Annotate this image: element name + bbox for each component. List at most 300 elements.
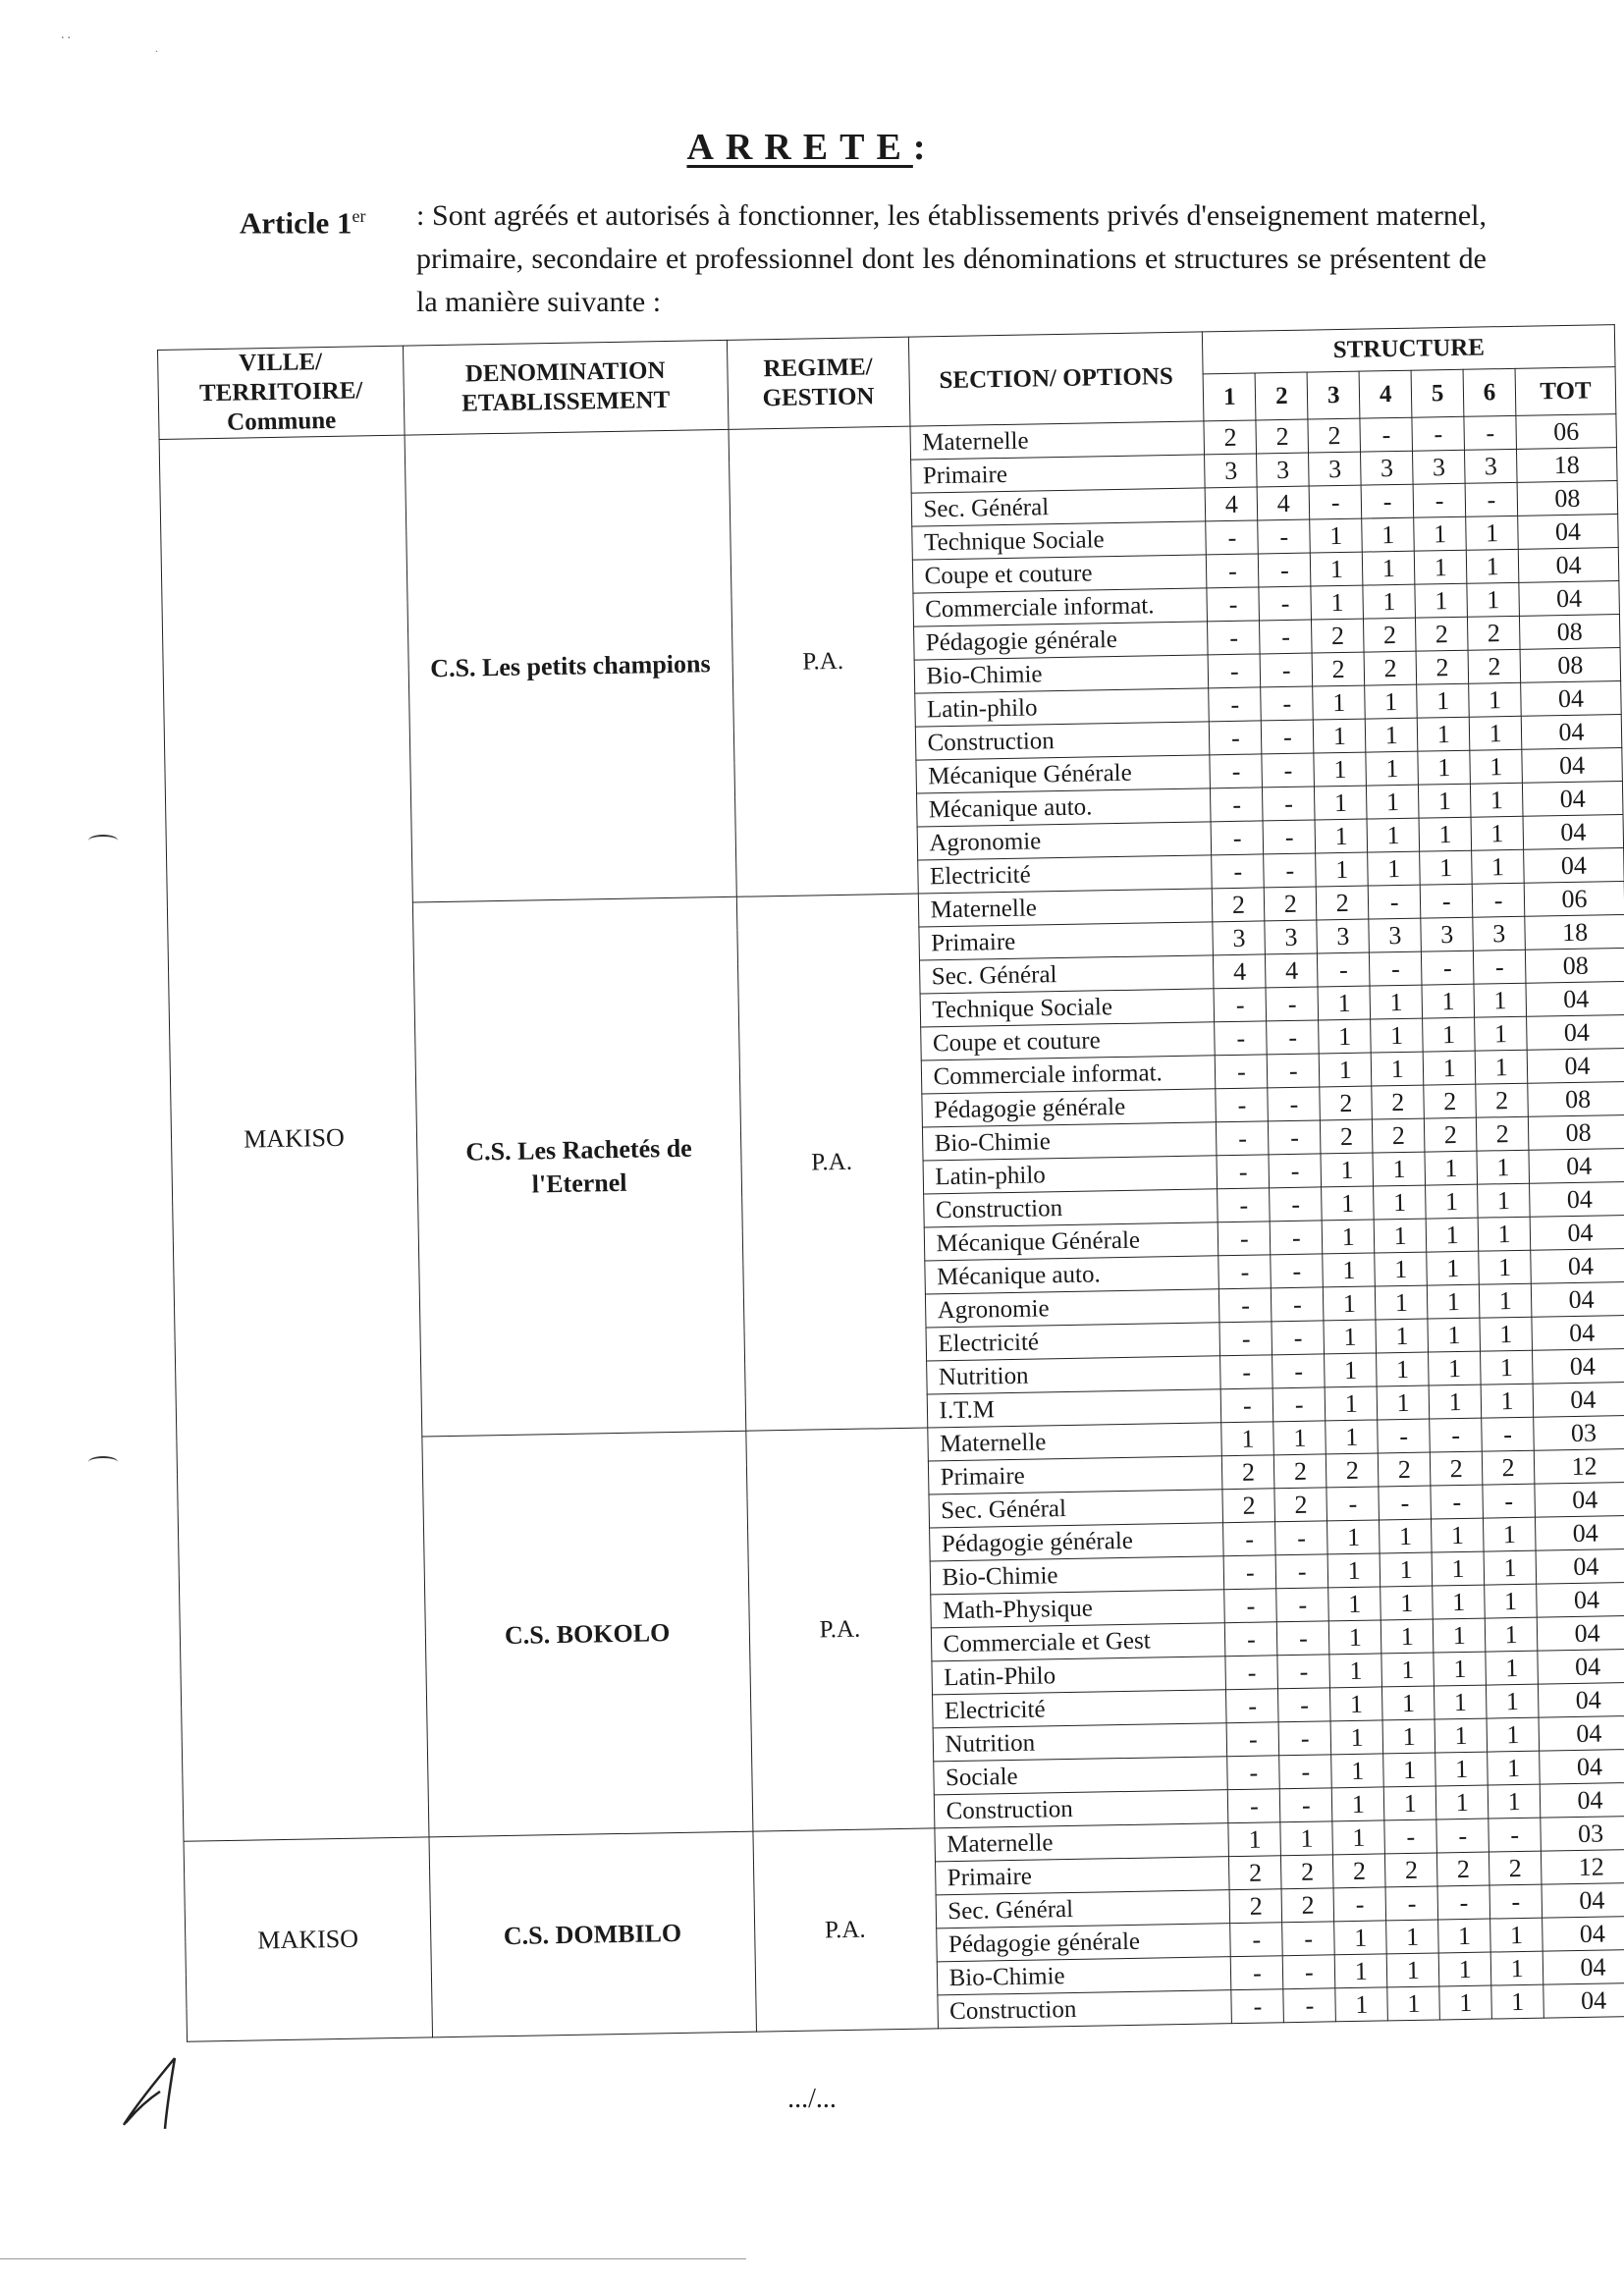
structure-cell: 1 xyxy=(1386,1920,1439,1954)
total-cell: 04 xyxy=(1537,1582,1624,1617)
structure-cell: 1 xyxy=(1478,1183,1531,1218)
structure-cell: - xyxy=(1472,883,1525,917)
structure-cell: 1 xyxy=(1426,1184,1479,1219)
structure-cell: 1 xyxy=(1383,1786,1436,1820)
structure-cell: 2 xyxy=(1416,650,1469,684)
option-cell: Maternelle xyxy=(927,1423,1221,1461)
structure-cell: 1 xyxy=(1321,1153,1374,1187)
structure-cell: 1 xyxy=(1318,986,1371,1020)
structure-cell: 1 xyxy=(1475,1016,1528,1051)
header-col-3: 3 xyxy=(1307,371,1360,419)
total-cell: 04 xyxy=(1543,1916,1624,1951)
structure-cell: - xyxy=(1207,587,1260,622)
header-structure: STRUCTURE xyxy=(1203,325,1615,374)
structure-cell: 1 xyxy=(1375,1252,1428,1286)
structure-cell: 2 xyxy=(1476,1116,1529,1151)
total-cell: 04 xyxy=(1523,815,1624,850)
structure-cell: - xyxy=(1230,1923,1283,1957)
structure-cell: 1 xyxy=(1466,516,1519,550)
structure-cell: - xyxy=(1275,1554,1328,1589)
structure-cell: 1 xyxy=(1315,819,1368,853)
structure-cell: 1 xyxy=(1314,719,1367,753)
option-cell: Pédagogie générale xyxy=(929,1523,1223,1561)
structure-cell: 1 xyxy=(1366,751,1419,786)
structure-cell: 1 xyxy=(1487,1717,1540,1752)
structure-cell: 2 xyxy=(1372,1085,1425,1119)
school-name-cell: C.S. Les petits champions xyxy=(405,429,736,902)
structure-cell: 1 xyxy=(1380,1586,1434,1620)
structure-cell: 1 xyxy=(1439,1985,1492,2020)
scan-edge-line xyxy=(0,2258,746,2259)
structure-cell: 2 xyxy=(1425,1117,1478,1152)
option-cell: Electricité xyxy=(932,1690,1226,1728)
option-cell: Mécanique auto. xyxy=(924,1256,1218,1294)
structure-cell: - xyxy=(1219,1322,1272,1356)
total-cell: 04 xyxy=(1543,1949,1624,1984)
total-cell: 12 xyxy=(1541,1849,1624,1884)
structure-cell: 1 xyxy=(1332,1787,1385,1821)
structure-cell: 1 xyxy=(1311,585,1364,620)
structure-cell: 1 xyxy=(1435,1752,1489,1786)
total-cell: 04 xyxy=(1543,1982,1624,2018)
option-cell: Sec. Général xyxy=(911,488,1206,526)
structure-cell: - xyxy=(1278,1688,1331,1722)
structure-cell: - xyxy=(1218,1255,1272,1289)
structure-cell: - xyxy=(1260,653,1313,687)
total-cell: 06 xyxy=(1516,414,1617,450)
structure-cell: - xyxy=(1412,416,1465,451)
structure-cell: - xyxy=(1384,1819,1437,1854)
structure-cell: - xyxy=(1216,1055,1269,1089)
total-cell: 03 xyxy=(1534,1415,1624,1450)
structure-cell: - xyxy=(1370,951,1423,986)
structure-cell: - xyxy=(1280,1788,1333,1822)
total-cell: 08 xyxy=(1517,481,1618,516)
structure-cell: 4 xyxy=(1206,487,1259,521)
structure-cell: 1 xyxy=(1487,1684,1540,1718)
article-label-text: Article 1 xyxy=(240,205,352,241)
option-cell: Bio-Chimie xyxy=(922,1122,1217,1161)
structure-cell: 1 xyxy=(1363,551,1416,585)
structure-cell: 1 xyxy=(1490,1918,1543,1952)
structure-cell: 1 xyxy=(1435,1785,1489,1819)
total-cell: 08 xyxy=(1528,1114,1624,1150)
structure-cell: 1 xyxy=(1414,516,1467,551)
structure-cell: 1 xyxy=(1324,1320,1377,1354)
structure-cell: - xyxy=(1258,519,1311,554)
structure-cell: 1 xyxy=(1328,1587,1381,1621)
option-cell: Maternelle xyxy=(909,421,1204,460)
structure-cell: 1 xyxy=(1329,1654,1382,1688)
structure-cell: 2 xyxy=(1222,1455,1275,1490)
structure-cell: - xyxy=(1231,1956,1284,1990)
structure-cell: - xyxy=(1278,1721,1331,1756)
structure-cell: 1 xyxy=(1432,1518,1485,1552)
structure-cell: 1 xyxy=(1363,584,1416,619)
total-cell: 04 xyxy=(1536,1515,1624,1550)
structure-cell: 1 xyxy=(1371,1018,1424,1053)
structure-cell: 1 xyxy=(1386,1953,1439,1987)
total-cell: 04 xyxy=(1530,1215,1624,1250)
option-cell: Pédagogie générale xyxy=(913,622,1208,660)
structure-cell: 1 xyxy=(1477,1150,1530,1184)
structure-cell: - xyxy=(1465,482,1518,516)
structure-cell: 1 xyxy=(1331,1754,1384,1788)
option-cell: Latin-Philo xyxy=(931,1656,1225,1695)
option-cell: Electricité xyxy=(917,855,1212,894)
structure-cell: - xyxy=(1217,1155,1270,1189)
structure-cell: 1 xyxy=(1435,1718,1488,1753)
structure-cell: 1 xyxy=(1327,1553,1380,1588)
structure-cell: 1 xyxy=(1376,1285,1429,1320)
total-cell: 04 xyxy=(1539,1715,1624,1751)
structure-cell: 3 xyxy=(1369,918,1422,952)
structure-cell: 1 xyxy=(1319,1019,1372,1054)
structure-cell: 2 xyxy=(1476,1083,1529,1117)
structure-cell: 1 xyxy=(1420,850,1473,885)
structure-cell: - xyxy=(1210,754,1263,788)
structure-cell: - xyxy=(1261,686,1314,721)
structure-cell: - xyxy=(1226,1689,1279,1723)
structure-cell: 1 xyxy=(1469,682,1522,717)
article-label-sup: er xyxy=(352,206,366,226)
structure-cell: - xyxy=(1360,417,1413,452)
structure-cell: - xyxy=(1223,1522,1276,1556)
structure-cell: 1 xyxy=(1314,752,1367,787)
header-col-6: 6 xyxy=(1463,369,1516,417)
heading-text: ARRETE xyxy=(686,127,913,168)
structure-cell: - xyxy=(1218,1188,1271,1222)
article-label xyxy=(240,194,365,244)
structure-cell: - xyxy=(1436,1819,1489,1853)
structure-cell: - xyxy=(1277,1621,1330,1656)
structure-cell: - xyxy=(1272,1387,1326,1422)
structure-cell: 1 xyxy=(1427,1251,1480,1285)
structure-cell: 3 xyxy=(1213,921,1266,955)
structure-cell: - xyxy=(1207,554,1260,588)
structure-cell: - xyxy=(1206,520,1259,555)
scan-marks: .. xyxy=(61,27,74,42)
structure-cell: 3 xyxy=(1265,920,1318,954)
structure-cell: 2 xyxy=(1204,420,1257,455)
structure-cell: - xyxy=(1266,987,1319,1021)
structure-cell: 1 xyxy=(1485,1584,1538,1618)
structure-cell: 1 xyxy=(1426,1218,1479,1252)
structure-cell: 2 xyxy=(1281,1855,1334,1889)
structure-cell: - xyxy=(1259,586,1312,621)
structure-cell: 1 xyxy=(1485,1617,1538,1652)
total-cell: 18 xyxy=(1517,448,1618,483)
total-cell: 03 xyxy=(1541,1816,1624,1851)
structure-cell: 1 xyxy=(1434,1652,1487,1686)
structure-cell: 1 xyxy=(1470,749,1523,784)
structure-cell: - xyxy=(1379,1486,1432,1520)
structure-cell: 3 xyxy=(1205,454,1258,488)
structure-cell: - xyxy=(1483,1484,1536,1518)
structure-cell: 2 xyxy=(1274,1454,1327,1489)
structure-cell: 1 xyxy=(1474,983,1527,1017)
structure-cell: 1 xyxy=(1478,1217,1531,1251)
structure-cell: 1 xyxy=(1325,1353,1378,1387)
option-cell: Construction xyxy=(937,1990,1231,2029)
option-cell: Commerciale informat. xyxy=(912,588,1207,626)
heading-suffix: : xyxy=(912,127,938,168)
structure-cell: 1 xyxy=(1419,784,1472,818)
option-cell: Construction xyxy=(934,1790,1228,1828)
structure-cell: - xyxy=(1227,1756,1280,1790)
structure-cell: 1 xyxy=(1438,1952,1491,1986)
structure-cell: 1 xyxy=(1383,1753,1436,1787)
structure-cell: - xyxy=(1378,1419,1431,1453)
structure-cell: 1 xyxy=(1488,1784,1541,1819)
structure-cell: - xyxy=(1489,1818,1542,1852)
structure-cell: - xyxy=(1268,1087,1321,1121)
structure-cell: 3 xyxy=(1361,451,1414,485)
structure-cell: - xyxy=(1413,483,1466,517)
structure-cell: 1 xyxy=(1377,1385,1430,1420)
option-cell: Sec. Général xyxy=(919,955,1214,994)
structure-cell: 1 xyxy=(1370,985,1423,1019)
structure-cell: 1 xyxy=(1365,718,1418,752)
structure-cell: 1 xyxy=(1322,1220,1375,1254)
structure-cell: 2 xyxy=(1333,1854,1386,1888)
structure-cell: 1 xyxy=(1381,1653,1435,1687)
regime-cell: P.A. xyxy=(753,1828,938,2032)
structure-cell: 1 xyxy=(1479,1283,1532,1318)
structure-cell: - xyxy=(1464,415,1517,450)
structure-cell: 2 xyxy=(1364,618,1417,652)
structure-cell: 2 xyxy=(1229,1889,1282,1924)
option-cell: Nutrition xyxy=(926,1356,1220,1394)
structure-cell: 2 xyxy=(1430,1451,1483,1486)
structure-cell: 2 xyxy=(1373,1118,1426,1153)
total-cell: 04 xyxy=(1527,1048,1624,1083)
structure-cell: - xyxy=(1283,1988,1336,2023)
structure-cell: - xyxy=(1489,1884,1543,1919)
structure-cell: - xyxy=(1282,1922,1335,1956)
structure-cell: 1 xyxy=(1313,685,1366,720)
structure-cell: - xyxy=(1264,853,1317,888)
structure-cell: 1 xyxy=(1371,1052,1424,1086)
structure-cell: - xyxy=(1209,654,1262,688)
total-cell: 18 xyxy=(1525,915,1624,950)
structure-cell: - xyxy=(1219,1288,1272,1323)
option-cell: Bio-Chimie xyxy=(930,1556,1224,1595)
structure-cell: 1 xyxy=(1419,817,1472,851)
structure-cell: - xyxy=(1262,720,1315,754)
header-col-2: 2 xyxy=(1255,372,1308,420)
structure-cell: - xyxy=(1263,820,1316,854)
structure-cell: 1 xyxy=(1319,1053,1372,1087)
structure-cell: - xyxy=(1272,1321,1325,1355)
option-cell: Agronomie xyxy=(925,1289,1219,1328)
option-cell: Sociale xyxy=(933,1757,1227,1795)
total-cell: 04 xyxy=(1537,1615,1624,1651)
structure-cell: 1 xyxy=(1330,1720,1383,1755)
structure-cell: - xyxy=(1211,821,1264,855)
structure-cell: - xyxy=(1260,620,1313,654)
total-cell: 04 xyxy=(1531,1248,1624,1283)
school-name-cell: C.S. DOMBILO xyxy=(429,1831,756,2037)
structure-cell: - xyxy=(1276,1588,1329,1622)
structure-cell: 1 xyxy=(1423,1017,1476,1052)
structure-cell: 1 xyxy=(1381,1619,1435,1654)
option-cell: Sec. Général xyxy=(928,1490,1222,1528)
option-cell: Pédagogie générale xyxy=(936,1924,1230,1962)
margin-mark xyxy=(88,1456,118,1468)
structure-cell: 3 xyxy=(1257,453,1310,487)
page-continuation: .../... xyxy=(787,2084,837,2114)
total-cell: 04 xyxy=(1532,1315,1624,1350)
page-heading xyxy=(0,126,1624,169)
structure-cell: - xyxy=(1482,1417,1535,1451)
structure-cell: 1 xyxy=(1322,1186,1375,1221)
structure-cell: 1 xyxy=(1280,1821,1333,1856)
scan-marks: . xyxy=(155,41,158,55)
structure-cell: 1 xyxy=(1467,582,1520,617)
structure-cell: - xyxy=(1283,1955,1336,1989)
article-text: : Sont agréés et autorisés à fonctionner, les établissements privés d'enseignement maternel, primaire, secondaire et professionnel dont les dénominations et structures se présentent de la manière suivante : xyxy=(416,199,1487,318)
total-cell: 04 xyxy=(1519,581,1620,617)
structure-cell: - xyxy=(1326,1487,1380,1521)
total-cell: 04 xyxy=(1535,1482,1624,1517)
total-cell: 12 xyxy=(1534,1448,1624,1484)
total-cell: 08 xyxy=(1519,615,1620,650)
structure-cell: 1 xyxy=(1329,1620,1382,1655)
structure-cell: 2 xyxy=(1317,886,1370,920)
structure-cell: - xyxy=(1268,1054,1321,1088)
structure-cell: 1 xyxy=(1326,1420,1379,1454)
regime-cell: P.A. xyxy=(729,426,918,896)
option-cell: Pédagogie générale xyxy=(921,1089,1216,1127)
structure-cell: 2 xyxy=(1256,419,1309,454)
structure-cell: - xyxy=(1269,1154,1322,1188)
option-cell: Mécanique Générale xyxy=(915,755,1210,793)
option-cell: Electricité xyxy=(926,1323,1220,1361)
structure-cell: 1 xyxy=(1491,1984,1544,2019)
structure-cell: 2 xyxy=(1437,1852,1490,1886)
structure-cell: 1 xyxy=(1376,1319,1429,1353)
structure-cell: 1 xyxy=(1428,1284,1481,1319)
structure-cell: 1 xyxy=(1367,785,1420,819)
option-cell: Latin-philo xyxy=(923,1156,1218,1194)
structure-cell: 3 xyxy=(1413,450,1466,484)
structure-cell: 2 xyxy=(1320,1086,1373,1120)
option-cell: Primaire xyxy=(910,455,1205,493)
structure-cell: - xyxy=(1262,753,1315,787)
option-cell: Commerciale informat. xyxy=(921,1056,1216,1094)
total-cell: 04 xyxy=(1518,548,1619,583)
structure-cell: - xyxy=(1221,1388,1274,1423)
structure-cell: - xyxy=(1228,1789,1281,1823)
option-cell: Commerciale et Gest xyxy=(931,1623,1225,1661)
structure-cell: 2 xyxy=(1489,1851,1543,1885)
structure-cell: 3 xyxy=(1473,916,1526,950)
structure-cell: 1 xyxy=(1380,1552,1433,1587)
structure-cell: - xyxy=(1309,485,1362,519)
structure-cell: 1 xyxy=(1374,1219,1427,1253)
structure-cell: 2 xyxy=(1482,1450,1535,1485)
structure-cell: - xyxy=(1225,1656,1278,1690)
option-cell: Primaire xyxy=(918,922,1213,960)
structure-cell: - xyxy=(1267,1020,1320,1055)
structure-cell: - xyxy=(1279,1755,1332,1789)
structure-cell: 1 xyxy=(1221,1422,1274,1456)
option-cell: Construction xyxy=(923,1189,1218,1227)
structure-cell: 1 xyxy=(1365,684,1418,719)
structure-cell: - xyxy=(1473,950,1526,984)
structure-cell: - xyxy=(1259,553,1312,587)
option-cell: Bio-Chimie xyxy=(914,655,1209,693)
structure-cell: 1 xyxy=(1438,1919,1491,1953)
structure-cell: 1 xyxy=(1374,1185,1427,1220)
total-cell: 04 xyxy=(1526,981,1624,1016)
structure-cell: 1 xyxy=(1469,716,1522,750)
option-cell: Sec. Général xyxy=(936,1890,1230,1928)
structure-cell: - xyxy=(1269,1120,1322,1155)
structure-cell: - xyxy=(1231,1989,1284,2024)
total-cell: 08 xyxy=(1520,648,1621,683)
structure-cell: - xyxy=(1430,1418,1483,1452)
total-cell: 04 xyxy=(1521,715,1622,750)
structure-cell: 2 xyxy=(1222,1489,1275,1523)
structure-cell: 1 xyxy=(1382,1686,1435,1720)
structure-cell: 1 xyxy=(1471,816,1524,850)
structure-cell: 1 xyxy=(1387,1986,1440,2021)
structure-cell: - xyxy=(1225,1622,1278,1656)
structure-cell: 1 xyxy=(1481,1384,1534,1418)
structure-cell: - xyxy=(1217,1121,1270,1156)
total-cell: 04 xyxy=(1522,748,1623,784)
structure-cell: 2 xyxy=(1424,1084,1477,1118)
structure-cell: 1 xyxy=(1484,1517,1537,1551)
option-cell: Agronomie xyxy=(917,822,1212,860)
total-cell: 04 xyxy=(1540,1782,1624,1818)
structure-cell: 2 xyxy=(1274,1488,1327,1522)
structure-cell: 3 xyxy=(1317,919,1370,953)
structure-cell: 1 xyxy=(1479,1250,1532,1284)
structure-cell: - xyxy=(1270,1187,1323,1222)
header-regime: REGIME/ GESTION xyxy=(727,337,909,429)
total-cell: 04 xyxy=(1522,782,1623,817)
structure-cell: - xyxy=(1422,950,1475,985)
structure-cell: 1 xyxy=(1417,683,1470,718)
structure-cell: - xyxy=(1224,1589,1277,1623)
structure-cell: 2 xyxy=(1416,617,1469,651)
structure-cell: 1 xyxy=(1428,1318,1481,1352)
total-cell: 04 xyxy=(1531,1281,1624,1317)
option-cell: Primaire xyxy=(935,1857,1229,1895)
total-cell: 04 xyxy=(1527,1014,1624,1050)
option-cell: Technique Sociale xyxy=(920,989,1215,1027)
structure-cell: 1 xyxy=(1433,1585,1486,1619)
structure-cell: 2 xyxy=(1468,649,1521,683)
structure-cell: 1 xyxy=(1480,1317,1533,1351)
structure-cell: - xyxy=(1208,621,1261,655)
structure-cell: - xyxy=(1220,1355,1273,1389)
structure-cell: - xyxy=(1272,1287,1325,1322)
structure-cell: 1 xyxy=(1433,1618,1486,1653)
structure-cell: 1 xyxy=(1471,783,1524,817)
structure-cell: 1 xyxy=(1323,1253,1376,1287)
structure-cell: 1 xyxy=(1315,786,1368,820)
total-cell: 04 xyxy=(1533,1348,1624,1384)
structure-cell: 4 xyxy=(1257,486,1310,520)
structure-cell: 2 xyxy=(1281,1888,1334,1923)
total-cell: 08 xyxy=(1525,948,1624,983)
structure-cell: 4 xyxy=(1266,953,1319,988)
structure-cell: 2 xyxy=(1308,418,1361,453)
